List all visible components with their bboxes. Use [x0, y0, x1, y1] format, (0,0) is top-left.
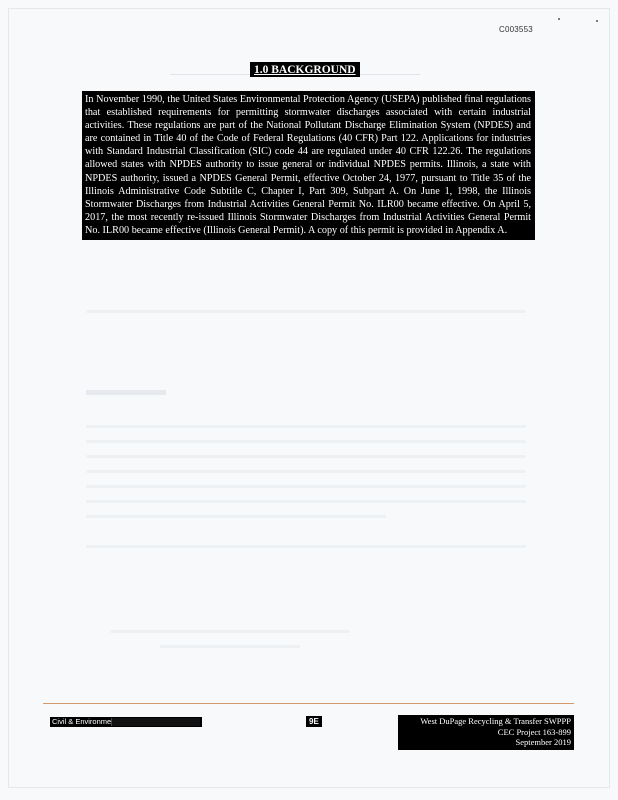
ghost-line — [110, 630, 350, 633]
footer-project-info — [398, 715, 574, 750]
ghost-line — [86, 455, 526, 458]
ghost-line — [86, 425, 526, 428]
control-number-stamp: C003553 — [499, 25, 533, 34]
section-heading: 1.0 BACKGROUND — [250, 62, 360, 77]
ghost-line — [86, 515, 386, 518]
ghost-heading — [86, 390, 166, 395]
ghost-line — [86, 470, 526, 473]
ghost-line — [86, 545, 526, 548]
scan-speck — [596, 20, 598, 22]
scan-speck — [558, 18, 560, 20]
background-paragraph: In November 1990, the United States Environmental Protection Agency (USEPA) published final regulations that established requirements for permitting stormwater discharges associated with certain industrial activities. These regulations are part of the National Pollutant Discharge Elimination System (NPDES) and are contained in Title 40 of the Code of Federal Regulations (40 CFR) Part 122. Applications for industries with Standard Industrial Classification (SIC) code 44 are regulated under 40 CFR 122.26. The regulations allowed states with NPDES authority to issue general or individual NPDES permits. Illinois, a state with NPDES authority, issued a NPDES General Permit, effective October 24, 1977, pursuant to Title 35 of the Illinois Administrative Code Subtitle C, Chapter I, Part 309, Subpart A. On June 1, 1998, the Illinois Stormwater Discharges from Industrial Activities General Permit No. ILR00 became effective. On April 5, 2017, the most recently re-issued Illinois Stormwater Discharges from Industrial Activities General Permit No. ILR00 became effective (Illinois General Permit). A copy of this permit is provided in Appendix A. — [82, 91, 535, 240]
ghost-line — [86, 500, 526, 503]
footer-project-number: CEC Project 163-899 — [497, 726, 571, 737]
redaction-bar — [111, 718, 200, 726]
ghost-line — [160, 645, 300, 648]
footer-company — [50, 717, 202, 727]
footer-project-title: West DuPage Recycling & Transfer SWPPP — [420, 716, 571, 726]
footer-company-label: Civil & Environme — [52, 717, 112, 726]
ghost-line — [86, 310, 526, 313]
footer-page-number: 9E — [306, 716, 322, 727]
ghost-line — [86, 485, 526, 488]
ghost-line — [86, 440, 526, 443]
footer-rule — [43, 703, 574, 704]
footer-project-date: September 2019 — [515, 737, 571, 748]
